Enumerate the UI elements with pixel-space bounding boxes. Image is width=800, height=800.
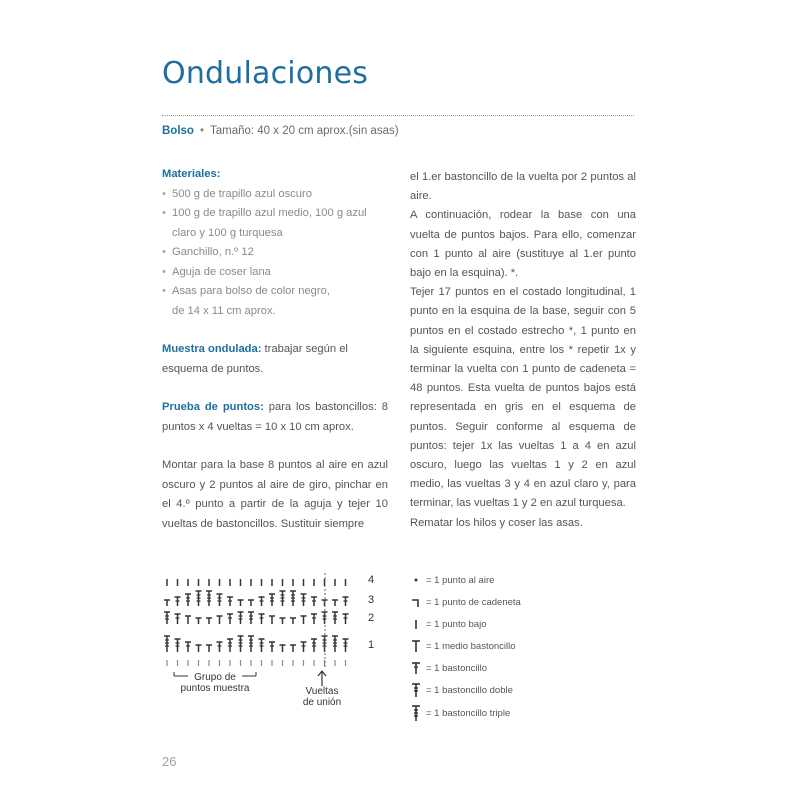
left-column xyxy=(162,165,388,534)
legend-text: = 1 punto al aire xyxy=(426,574,495,586)
sample-heading: Muestra ondulada: xyxy=(162,343,262,355)
list-item-text: Aguja de coser lana xyxy=(172,265,271,278)
materials-heading: Materiales: xyxy=(162,168,221,180)
sample-paragraph xyxy=(162,340,388,379)
page-number: 26 xyxy=(162,754,177,769)
title-divider xyxy=(162,115,634,116)
legend-item xyxy=(410,660,487,676)
row-label-1: 1 xyxy=(368,639,375,651)
legend-text: = 1 bastoncillo doble xyxy=(426,684,513,696)
test-paragraph xyxy=(162,398,388,437)
treble-crochet-icon xyxy=(410,682,422,698)
sample-text: trabajar según el esquema de puntos. xyxy=(162,343,348,375)
instructions-left: Montar para la base 8 puntos al aire en azul oscuro y 2 puntos al aire de giro, pinchar en el 4.º punto a partir de la aguja y tejer 10 vueltas de bastoncillos. Sustituir siempre xyxy=(162,459,388,530)
subtitle-label: Bolso xyxy=(162,125,194,137)
instructions-right-0: el 1.er bastoncillo de la vuelta por 2 puntos al aire. xyxy=(410,171,636,203)
instructions-right-1: A continuación, rodear la base con una vuelta de puntos bajos. Para ello, comenzar con 1 punto al aire (sustituye al 1.er punto bajo en la esquina). *. xyxy=(410,209,636,280)
legend-text: = 1 medio bastoncillo xyxy=(426,640,516,652)
legend-item xyxy=(410,705,510,721)
list-item-text: de 14 x 11 cm aprox. xyxy=(172,304,276,317)
row-label-4: 4 xyxy=(368,574,375,586)
bullet-icon: • xyxy=(199,125,204,137)
single-crochet-icon xyxy=(410,618,422,630)
instructions-right-2: Tejer 17 puntos en el costado longitudinal, 1 punto en la esquina de la base, seguir con 5 puntos en el costado estrecho *, 1 punto en la siguiente esquina, entre los * repetir 1x y terminar la vuelta con 1 punto de cadeneta = 48 puntos. Esta vuelta de puntos bajos está representada en gris en el esquema de puntos. Seguir conforme al esquema de puntos: tejer 1x las vueltas 1 a 4 en azul oscuro, luego las vueltas 1 y 2 en azul medio, las vueltas 3 y 4 en azul claro y, para terminar, las vueltas 1 y 2 en azul turquesa. xyxy=(410,286,636,510)
list-item-text: 500 g de trapillo azul oscuro xyxy=(172,187,312,200)
legend-item xyxy=(410,594,521,610)
legend-item xyxy=(410,572,494,588)
slip-stitch-icon xyxy=(410,596,422,608)
right-column xyxy=(410,168,636,533)
group-label xyxy=(174,672,256,694)
join-label xyxy=(292,686,352,708)
list-item xyxy=(162,185,388,205)
list-item xyxy=(162,243,388,263)
legend-item xyxy=(410,616,486,632)
legend-item xyxy=(410,682,513,698)
stitch-chart-symbols xyxy=(160,568,400,718)
double-crochet-icon xyxy=(410,661,422,675)
half-double-crochet-icon xyxy=(410,639,422,653)
instructions-right-3: Rematar los hilos y coser las asas. xyxy=(410,516,583,529)
legend-text: = 1 punto de cadeneta xyxy=(426,596,521,608)
materials-list xyxy=(162,185,388,322)
join-label-line: Vueltas xyxy=(305,686,339,697)
list-item-text: Ganchillo, n.º 12 xyxy=(172,246,254,258)
test-heading: Prueba de puntos: xyxy=(162,401,264,413)
list-item xyxy=(162,204,388,243)
chain-stitch-icon xyxy=(410,574,422,586)
subtitle-size: Tamaño: 40 x 20 cm aprox.(sin asas) xyxy=(209,125,399,137)
list-item xyxy=(162,263,388,283)
row-label-2: 2 xyxy=(368,612,375,624)
page-title: Ondulaciones xyxy=(162,56,369,91)
list-item-text: • 100 g de trapillo azul medio, 100 g azul xyxy=(172,207,367,219)
row-label-3: 3 xyxy=(368,594,375,606)
group-label-line: Grupo de xyxy=(194,672,236,683)
group-label-line: puntos muestra xyxy=(180,683,250,694)
test-text: para los bastoncillos: 8 puntos x 4 vueltas = 10 x 10 cm aprox. xyxy=(162,401,388,433)
list-item xyxy=(162,282,388,321)
join-label-line: de unión xyxy=(302,697,342,708)
legend-text: = 1 bastoncillo triple xyxy=(426,707,511,719)
subtitle xyxy=(162,125,399,137)
legend-text: = 1 punto bajo xyxy=(426,618,487,630)
legend-text: = 1 bastoncillo xyxy=(426,662,487,674)
list-item-text: • Asas para bolso de color negro, xyxy=(172,285,330,297)
legend-item xyxy=(410,638,516,654)
list-item-text: claro y 100 g turquesa xyxy=(172,226,283,239)
triple-treble-crochet-icon xyxy=(410,704,422,722)
stitch-chart xyxy=(160,568,400,718)
